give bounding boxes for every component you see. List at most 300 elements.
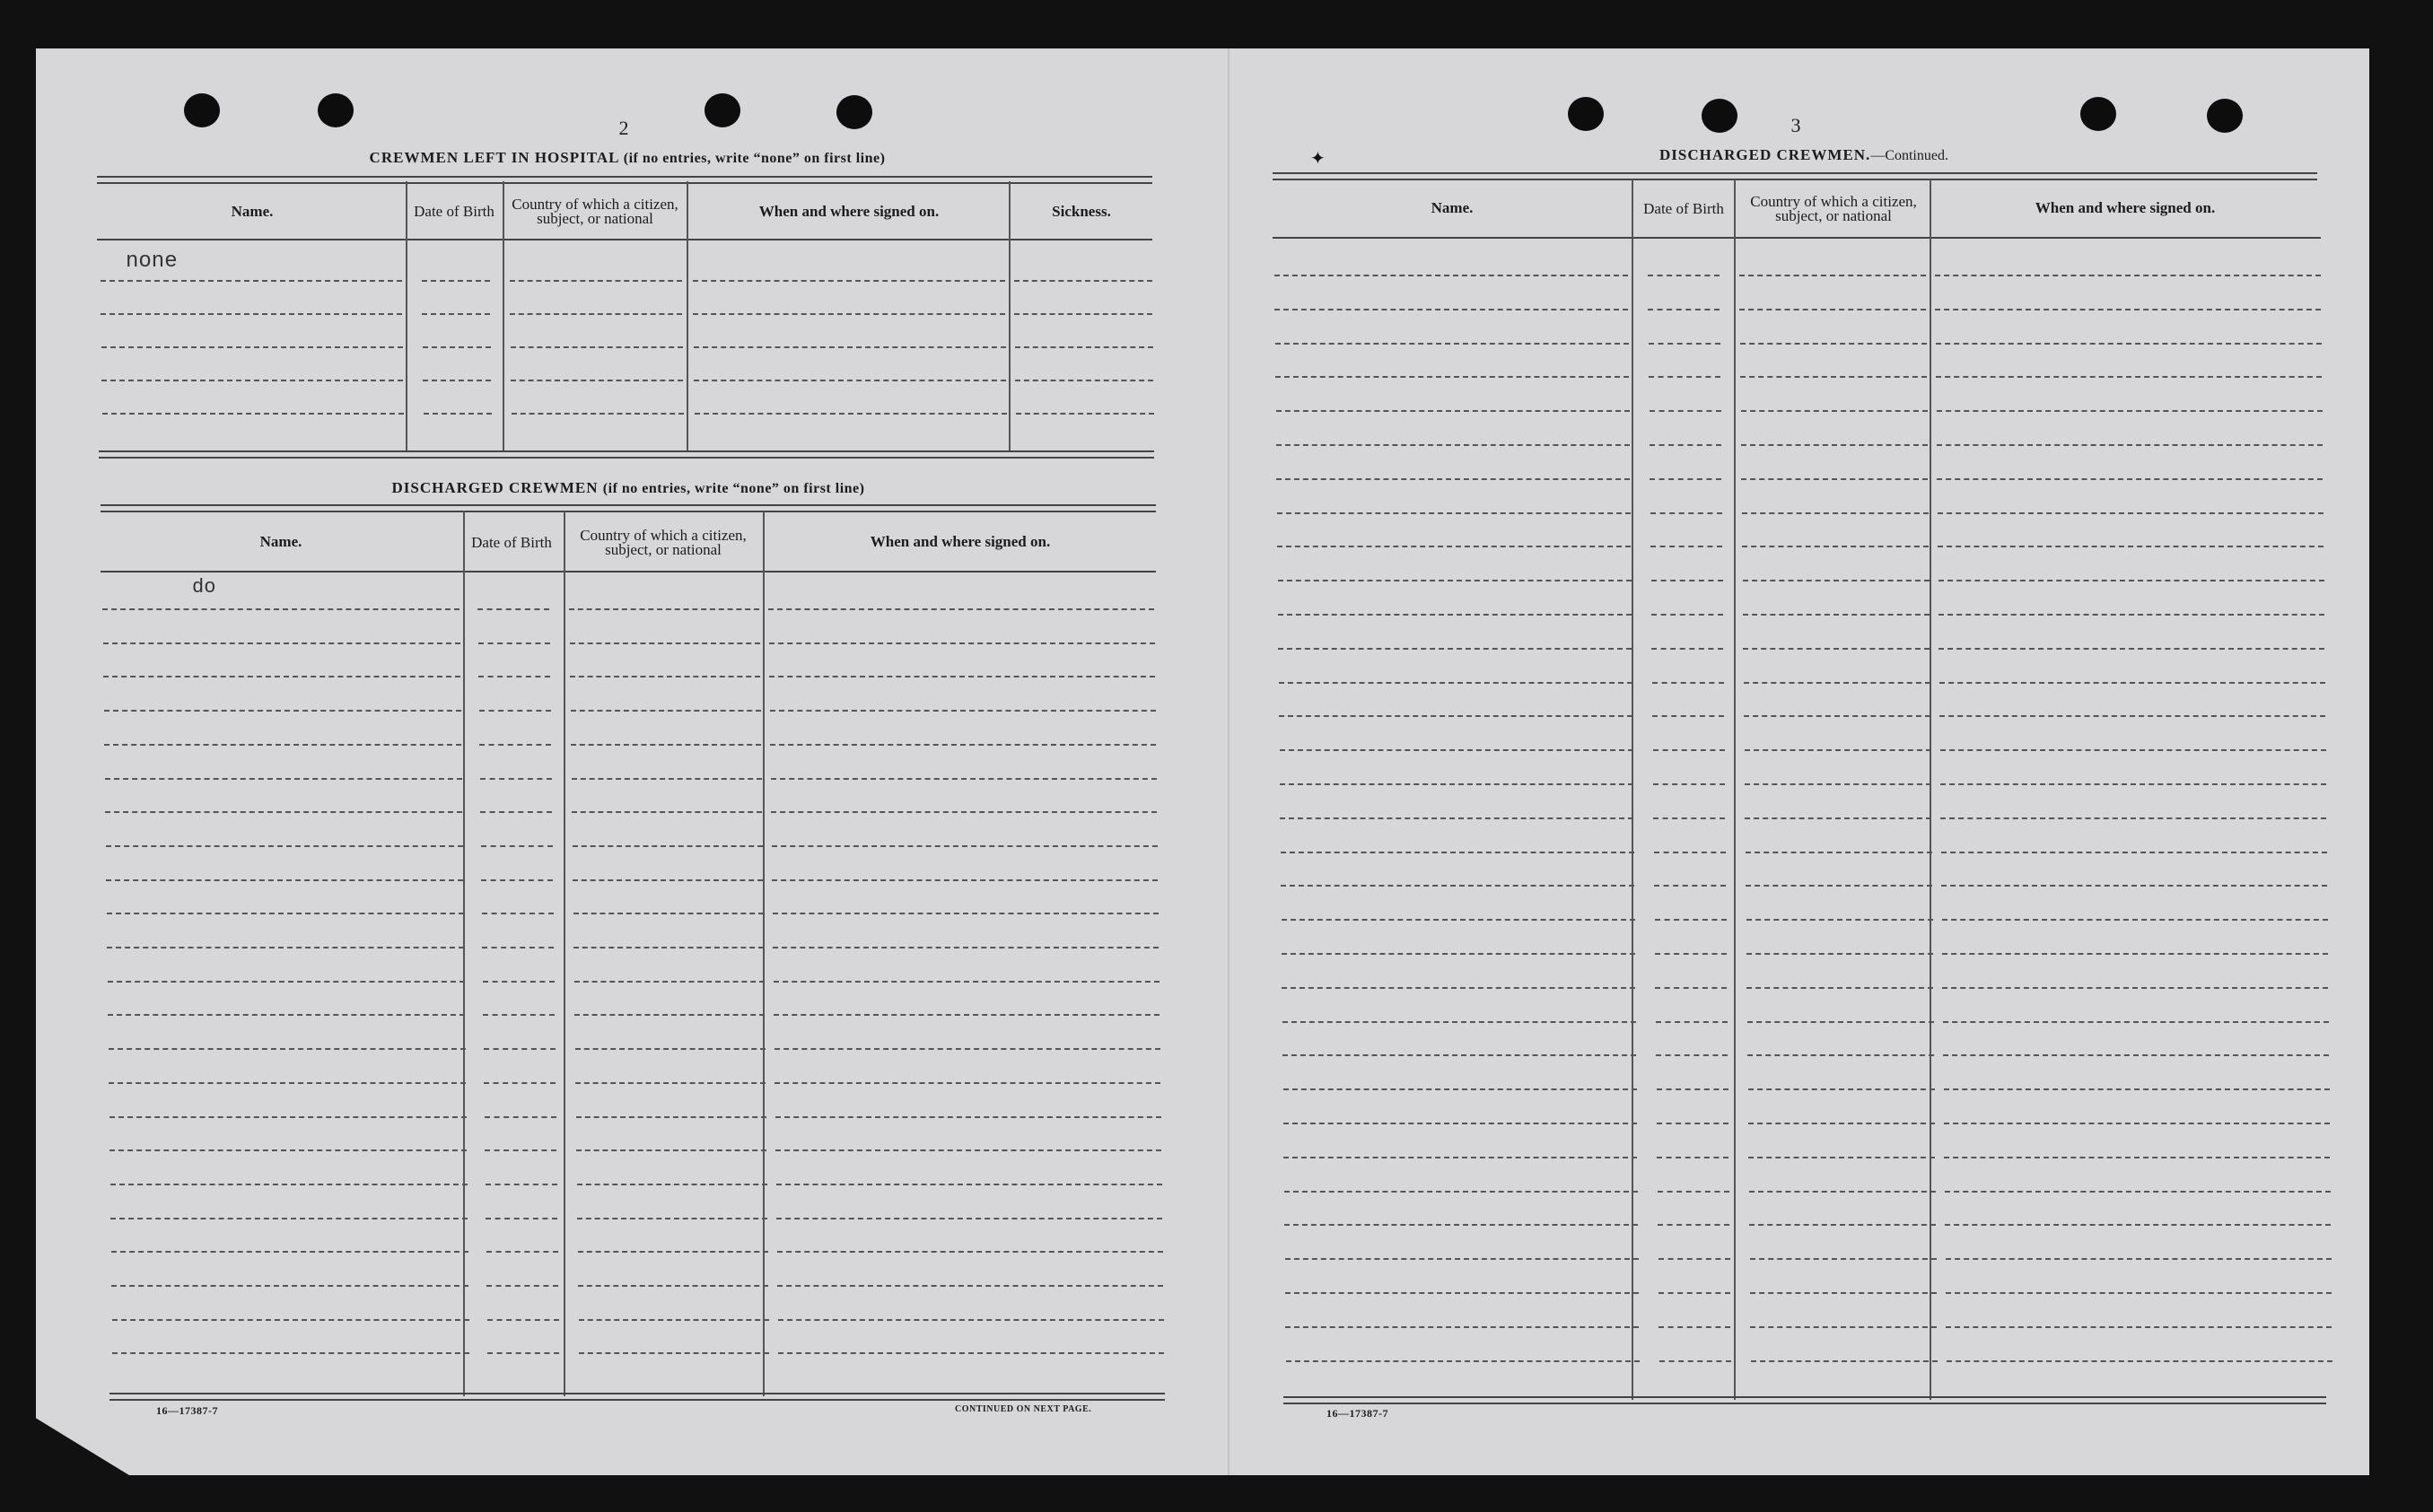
ruled-line [1946,1292,2332,1294]
ruled-line [1015,346,1153,348]
discharged-col-divider [564,511,565,1396]
discharged-header-bottom [101,571,1156,572]
ruled-line [1281,885,1634,887]
handwritten-entry: none [126,249,178,274]
ruled-line [1945,1191,2331,1193]
ruled-line [1741,444,1928,446]
ruled-line [1282,919,1635,921]
ruled-line [1650,410,1721,412]
ruled-line [1943,1021,2329,1023]
ruled-line [774,981,1160,983]
ruled-line [778,1319,1164,1321]
ruled-line [101,313,402,315]
ruled-line [1743,648,1930,650]
ruled-line [1649,343,1720,345]
ruled-line [102,608,459,610]
ruled-line [112,1352,469,1354]
ruled-line [1648,309,1720,310]
ruled-line [105,778,462,780]
ruled-line [572,811,762,813]
ruled-line [484,1082,556,1084]
col-signed-on: When and where signed on. [758,202,940,220]
document-sheet [36,48,2369,1475]
ruled-line [1286,1360,1640,1362]
ruled-line [487,1352,559,1354]
ruled-line [573,845,763,847]
ruled-line [424,413,492,415]
ruled-line [1944,1157,2330,1158]
ruled-line [1743,614,1930,616]
ruled-line [1739,275,1926,276]
ruled-line [1939,614,2324,616]
col-country: Country of which a citizen, subject, or national [512,196,678,227]
ruled-line [570,676,760,677]
ruled-line [1939,580,2324,581]
ruled-line [778,1352,1164,1354]
ruled-line [577,1184,767,1185]
continued-note: CONTINUED ON NEXT PAGE. [955,1404,1092,1414]
ruled-line [694,346,1006,348]
ruled-line [1748,1088,1935,1090]
ruled-line [479,744,551,746]
hospital-col-divider [1009,181,1011,452]
col-country: Country of which a citizen, subject, or national [580,527,747,558]
ruled-line [1658,1258,1730,1260]
ruled-line [109,1149,467,1151]
right-col-divider [1930,179,1931,1400]
ruled-line [1280,783,1633,785]
ruled-line [776,1218,1162,1219]
ruled-line [1746,987,1933,989]
ruled-line [1740,376,1927,378]
ruled-line [1938,546,2324,547]
punch-hole [1702,99,1737,133]
ruled-line [1939,682,2325,684]
ruled-line [1746,885,1932,887]
ruled-line [111,1251,468,1253]
ruled-line [1749,1224,1936,1226]
ruled-line [1740,343,1927,345]
stray-mark: ✦ [1310,149,1326,169]
ruled-line [101,346,403,348]
ruled-line [771,811,1157,813]
ruled-line [1280,749,1633,751]
ruled-line [1946,1326,2332,1328]
ruled-line [1940,783,2326,785]
right-col-divider [1734,179,1736,1400]
col-name: Name. [1431,198,1474,216]
ruled-line [1937,410,2323,412]
ruled-line [1653,749,1725,751]
ruled-line [1283,1123,1637,1124]
ruled-line [1284,1224,1638,1226]
ruled-line [772,845,1158,847]
ruled-line [573,879,763,881]
ruled-line [579,1319,769,1321]
col-name: Name. [259,532,302,550]
ruled-line [111,1285,468,1287]
ruled-line [103,676,460,677]
ruled-line [1654,852,1726,853]
ruled-line [1658,1224,1729,1226]
ruled-line [1655,953,1727,955]
ruled-line [578,1251,768,1253]
punch-hole [836,95,872,129]
ruled-line [574,1014,765,1016]
ruled-line [573,913,764,914]
ruled-line [1282,953,1635,955]
hospital-header-bottom [97,239,1152,240]
ruled-line [1653,817,1725,819]
ruled-line [571,744,761,746]
ruled-line [1745,783,1931,785]
ruled-line [574,981,765,983]
ruled-line [693,313,1005,315]
ruled-line [1747,1021,1934,1023]
ruled-line [1650,512,1722,514]
ruled-line [1657,1123,1728,1124]
discharged-col-divider [463,511,465,1396]
ruled-line [1944,1088,2330,1090]
ruled-line [1281,852,1634,853]
ruled-line [571,710,761,712]
ruled-line [486,1218,557,1219]
ruled-line [1275,343,1629,345]
ruled-line [112,1319,469,1321]
ruled-line [423,380,491,381]
ruled-line [1276,478,1630,480]
ruled-line [1016,413,1154,415]
ruled-line [775,1149,1161,1151]
hospital-col-divider [503,181,504,452]
page-fold [1228,48,1230,1475]
ruled-line [1941,885,2327,887]
ruled-line [1938,512,2324,514]
ruled-line [1742,546,1929,547]
ruled-line [510,313,682,315]
ruled-line [511,380,683,381]
ruled-line [569,608,759,610]
ruled-line [110,1218,468,1219]
hospital-section-title: CREWMEN LEFT IN HOSPITAL (if no entries, write “none” on first line) [369,149,886,166]
ruled-line [1935,275,2321,276]
ruled-line [487,1319,559,1321]
ruled-line [1655,919,1727,921]
ruled-line [1937,444,2323,446]
ruled-line [1284,1191,1638,1193]
col-country: Country of which a citizen, subject, or national [1750,193,1917,224]
ruled-line [1750,1292,1937,1294]
ruled-line [1940,749,2326,751]
ruled-line [770,710,1156,712]
ruled-line [481,879,553,881]
ruled-line [1742,512,1929,514]
ruled-line [1943,1054,2329,1056]
ruled-line [1741,410,1928,412]
punch-hole [318,93,354,127]
ruled-line [576,1116,766,1118]
ruled-line [774,1014,1160,1016]
ruled-line [482,913,554,914]
discharged-header-rule [101,504,1156,512]
ruled-line [1651,614,1723,616]
ruled-line [1282,1021,1636,1023]
ruled-line [775,1048,1160,1050]
ruled-line [1749,1191,1936,1193]
ruled-line [772,879,1158,881]
ruled-line [770,744,1156,746]
ruled-line [1279,682,1632,684]
hospital-col-divider [687,181,688,452]
ruled-line [1739,309,1926,310]
discharged-continued-title: DISCHARGED CREWMEN.—Continued. [1659,146,1948,163]
ruled-line [773,913,1159,914]
ruled-line [1274,275,1628,276]
ruled-line [777,1285,1163,1287]
ruled-line [486,1251,558,1253]
punch-hole [2207,99,2243,133]
ruled-line [1282,987,1635,989]
ruled-line [573,947,764,948]
ruled-line [1275,376,1629,378]
ruled-line [1937,478,2323,480]
ruled-line [572,778,762,780]
ruled-line [1747,1054,1934,1056]
ruled-line [575,1082,766,1084]
ruled-line [1939,648,2324,650]
ruled-line [1277,546,1631,547]
ruled-line [775,1082,1160,1084]
col-date-of-birth: Date of Birth [471,534,552,551]
ruled-line [694,380,1006,381]
ruled-line [481,845,553,847]
ruled-line [1655,987,1727,989]
ruled-line [104,710,461,712]
ruled-line [1944,1123,2330,1124]
right-header-bottom [1273,237,2321,239]
discharged-section-title: DISCHARGED CREWMEN (if no entries, write “none” on first line) [391,479,865,496]
ruled-line [693,280,1005,282]
right-header-rule [1273,172,2317,180]
ruled-line [768,608,1154,610]
ruled-line [109,1048,466,1050]
ruled-line [1936,376,2322,378]
ruled-line [1942,953,2328,955]
ruled-line [1282,1054,1636,1056]
ruled-line [1276,444,1630,446]
page-number: 3 [1790,114,1801,136]
punch-hole [184,93,220,127]
ruled-line [1278,580,1632,581]
page-number: 2 [618,117,629,139]
ruled-line [1658,1191,1729,1193]
ruled-line [477,608,549,610]
ruled-line [769,676,1155,677]
ruled-line [102,413,404,415]
ruled-line [103,642,460,644]
ruled-line [1279,715,1632,717]
ruled-line [1947,1360,2332,1362]
ruled-line [105,811,462,813]
ruled-line [1653,783,1725,785]
punch-hole [1568,97,1604,131]
handwritten-entry: do [192,576,216,599]
ruled-line [1280,817,1633,819]
ruled-line [1746,852,1932,853]
ruled-line [1657,1157,1728,1158]
ruled-line [486,1285,558,1287]
ruled-line [479,710,551,712]
ruled-line [1650,444,1721,446]
col-sickness: Sickness. [1052,202,1111,220]
ruled-line [1656,1021,1728,1023]
ruled-line [1285,1258,1639,1260]
ruled-line [422,313,490,315]
ruled-line [1936,343,2322,345]
ruled-line [485,1116,556,1118]
ruled-line [1278,648,1632,650]
ruled-line [1658,1326,1730,1328]
ruled-line [1750,1326,1937,1328]
ruled-line [771,778,1157,780]
ruled-line [1659,1360,1731,1362]
ruled-line [1285,1326,1639,1328]
ruled-line [575,1048,766,1050]
ruled-line [1656,1054,1728,1056]
punch-hole [705,93,740,127]
hospital-bottom-rule [99,450,1154,459]
ruled-line [570,642,760,644]
ruled-line [1650,478,1721,480]
ruled-line [510,280,682,282]
ruled-line [1652,715,1724,717]
ruled-line [486,1184,557,1185]
ruled-line [576,1149,766,1151]
ruled-line [1946,1258,2332,1260]
ruled-line [1748,1123,1935,1124]
ruled-line [107,913,464,914]
ruled-line [480,811,552,813]
ruled-line [577,1218,767,1219]
ruled-line [512,413,684,415]
ruled-line [1751,1360,1938,1362]
ruled-line [106,879,463,881]
ruled-line [109,1082,466,1084]
form-number: 16—17387-7 [1326,1407,1388,1420]
ruled-line [1939,715,2325,717]
ruled-line [104,744,461,746]
ruled-line [1283,1088,1637,1090]
ruled-line [1746,919,1933,921]
ruled-line [485,1149,556,1151]
ruled-line [579,1352,769,1354]
ruled-line [1648,275,1720,276]
ruled-line [483,1014,555,1016]
form-number: 16—17387-7 [156,1404,218,1417]
ruled-line [1277,512,1631,514]
ruled-line [1651,580,1723,581]
ruled-line [1014,313,1152,315]
ruled-line [1658,1292,1730,1294]
right-col-divider [1632,179,1633,1400]
ruled-line [483,981,555,983]
ruled-line [1750,1258,1937,1260]
ruled-line [1945,1224,2331,1226]
col-signed-on: When and where signed on. [2035,198,2216,216]
ruled-line [423,346,491,348]
ruled-line [478,642,550,644]
col-date-of-birth: Date of Birth [414,203,494,220]
ruled-line [1745,817,1931,819]
ruled-line [1746,953,1933,955]
ruled-line [769,642,1155,644]
ruled-line [1283,1157,1637,1158]
ruled-line [108,1014,465,1016]
ruled-line [775,1116,1161,1118]
ruled-line [1942,919,2328,921]
ruled-line [1274,309,1628,310]
ruled-line [1654,885,1726,887]
ruled-line [482,947,554,948]
ruled-line [578,1285,768,1287]
col-date-of-birth: Date of Birth [1643,200,1724,217]
col-name: Name. [231,202,274,220]
ruled-line [1657,1088,1728,1090]
ruled-line [484,1048,556,1050]
ruled-line [1285,1292,1639,1294]
ruled-line [106,845,463,847]
ruled-line [1941,852,2327,853]
ruled-line [422,280,490,282]
ruled-line [1651,648,1723,650]
ruled-line [478,676,550,677]
ruled-line [1935,309,2321,310]
ruled-line [773,947,1159,948]
right-bottom-rule [1283,1396,2326,1404]
ruled-line [1942,987,2328,989]
ruled-line [1015,380,1153,381]
ruled-line [776,1184,1162,1185]
ruled-line [110,1184,468,1185]
ruled-line [1650,546,1722,547]
ruled-line [1745,749,1931,751]
ruled-line [1652,682,1724,684]
ruled-line [480,778,552,780]
ruled-line [109,1116,467,1118]
ruled-line [1940,817,2326,819]
ruled-line [107,947,464,948]
ruled-line [1276,410,1630,412]
ruled-line [101,280,402,282]
hospital-header-rule [97,176,1152,184]
discharged-bottom-rule [109,1393,1165,1401]
ruled-line [108,981,465,983]
ruled-line [1744,715,1930,717]
ruled-line [1014,280,1152,282]
ruled-line [1748,1157,1935,1158]
hospital-col-divider [406,181,407,452]
discharged-col-divider [763,511,765,1396]
ruled-line [1744,682,1930,684]
ruled-line [695,413,1007,415]
col-signed-on: When and where signed on. [870,532,1051,550]
punch-hole [2080,97,2116,131]
ruled-line [1743,580,1930,581]
ruled-line [511,346,683,348]
ruled-line [101,380,403,381]
ruled-line [1278,614,1632,616]
ruled-line [777,1251,1163,1253]
